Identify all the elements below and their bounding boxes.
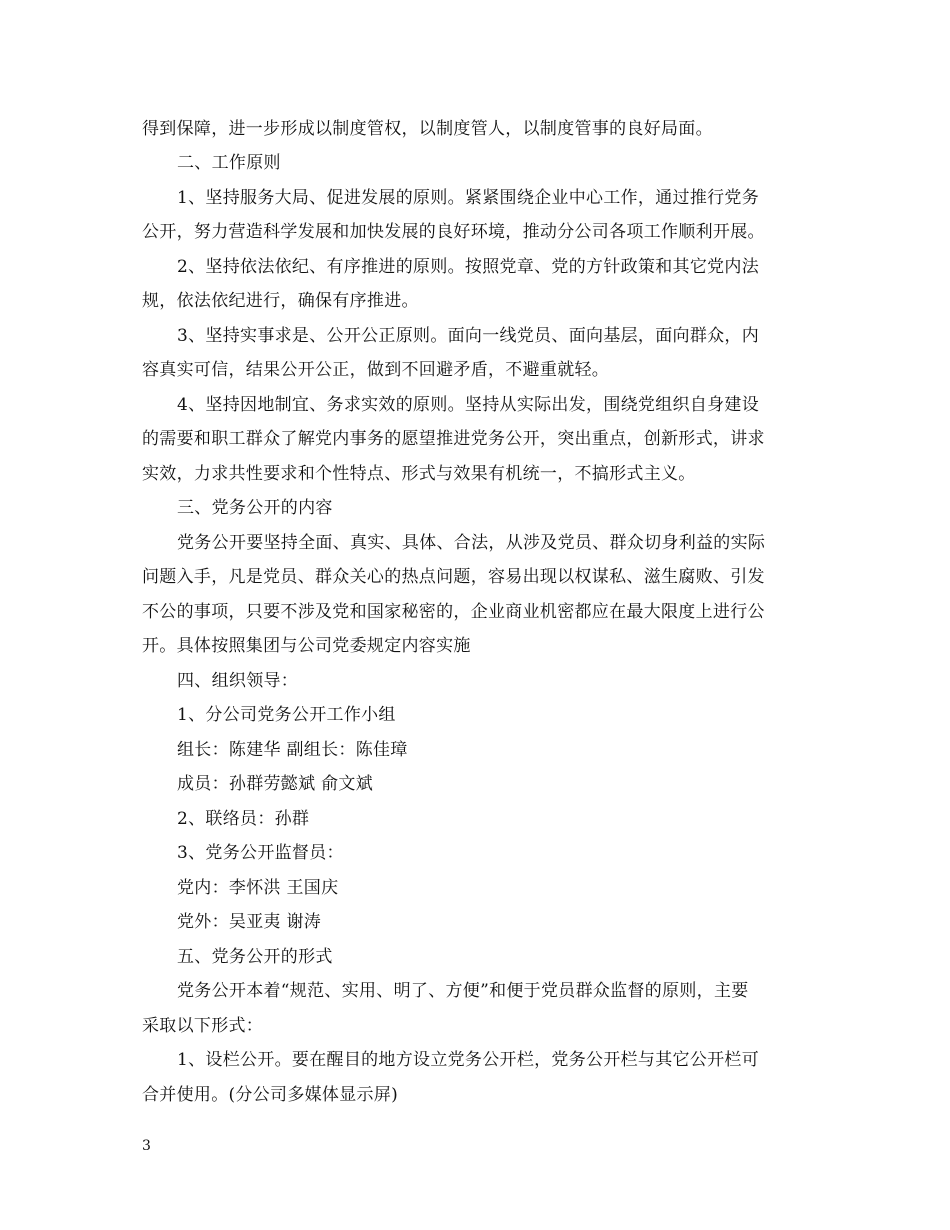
paragraph-line: 不公的事项，只要不涉及党和国家秘密的，企业商业机密都应在最大限度上进行公 (142, 602, 765, 622)
list-item: 3、党务公开监督员： (177, 843, 344, 863)
paragraph-line: 规，依法依纪进行，确保有序推进。 (142, 291, 419, 311)
paragraph-line: 2、坚持依法依纪、有序推进的原则。按照党章、党的方针政策和其它党内法 (177, 257, 760, 277)
paragraph-line: 合并使用。(分公司多媒体显示屏) (142, 1085, 399, 1105)
paragraph-line: 采取以下形式： (142, 1016, 264, 1036)
list-item: 成员：孙群劳懿斌 俞文斌 (177, 774, 374, 794)
list-item: 组长：陈建华 副组长：陈佳璋 (177, 740, 408, 760)
paragraph-line: 公开，努力营造科学发展和加快发展的良好环境，推动分公司各项工作顺利开展。 (142, 222, 765, 242)
paragraph-line: 实效，力求共性要求和个性特点、形式与效果有机统一，不搞形式主义。 (142, 464, 696, 484)
section-heading: 二、工作原则 (177, 153, 281, 173)
paragraph-line: 1、坚持服务大局、促进发展的原则。紧紧围绕企业中心工作，通过推行党务 (177, 188, 760, 208)
page-number: 3 (142, 1138, 151, 1154)
paragraph-line: 得到保障，进一步形成以制度管权，以制度管人，以制度管事的良好局面。 (142, 119, 713, 139)
paragraph-line: 的需要和职工群众了解党内事务的愿望推进党务公开，突出重点，创新形式，讲求 (142, 429, 765, 449)
list-item: 2、联络员：孙群 (177, 809, 310, 829)
paragraph-line: 容真实可信，结果公开公正，做到不回避矛盾，不避重就轻。 (142, 360, 610, 380)
paragraph-line: 党务公开要坚持全面、真实、具体、合法，从涉及党员、群众切身利益的实际 (177, 533, 766, 553)
section-heading: 三、党务公开的内容 (177, 498, 333, 518)
paragraph-line: 3、坚持实事求是、公开公正原则。面向一线党员、面向基层，面向群众，内 (177, 326, 760, 346)
list-item: 党内：李怀洪 王国庆 (177, 878, 339, 898)
section-heading: 四、组织领导： (177, 671, 299, 691)
paragraph-line: 1、设栏公开。要在醒目的地方设立党务公开栏，党务公开栏与其它公开栏可 (177, 1050, 760, 1070)
section-heading: 五、党务公开的形式 (177, 947, 333, 967)
paragraph-line: 党务公开本着“规范、实用、明了、方便”和便于党员群众监督的原则，主要 (177, 981, 749, 1001)
list-item: 1、分公司党务公开工作小组 (177, 705, 396, 725)
paragraph-line: 4、坚持因地制宜、务求实效的原则。坚持从实际出发，围绕党组织自身建设 (177, 395, 760, 415)
paragraph-line: 问题入手，凡是党员、群众关心的热点问题，容易出现以权谋私、滋生腐败、引发 (142, 567, 765, 587)
paragraph-line: 开。具体按照集团与公司党委规定内容实施 (142, 636, 471, 656)
list-item: 党外：吴亚夷 谢涛 (177, 912, 322, 932)
